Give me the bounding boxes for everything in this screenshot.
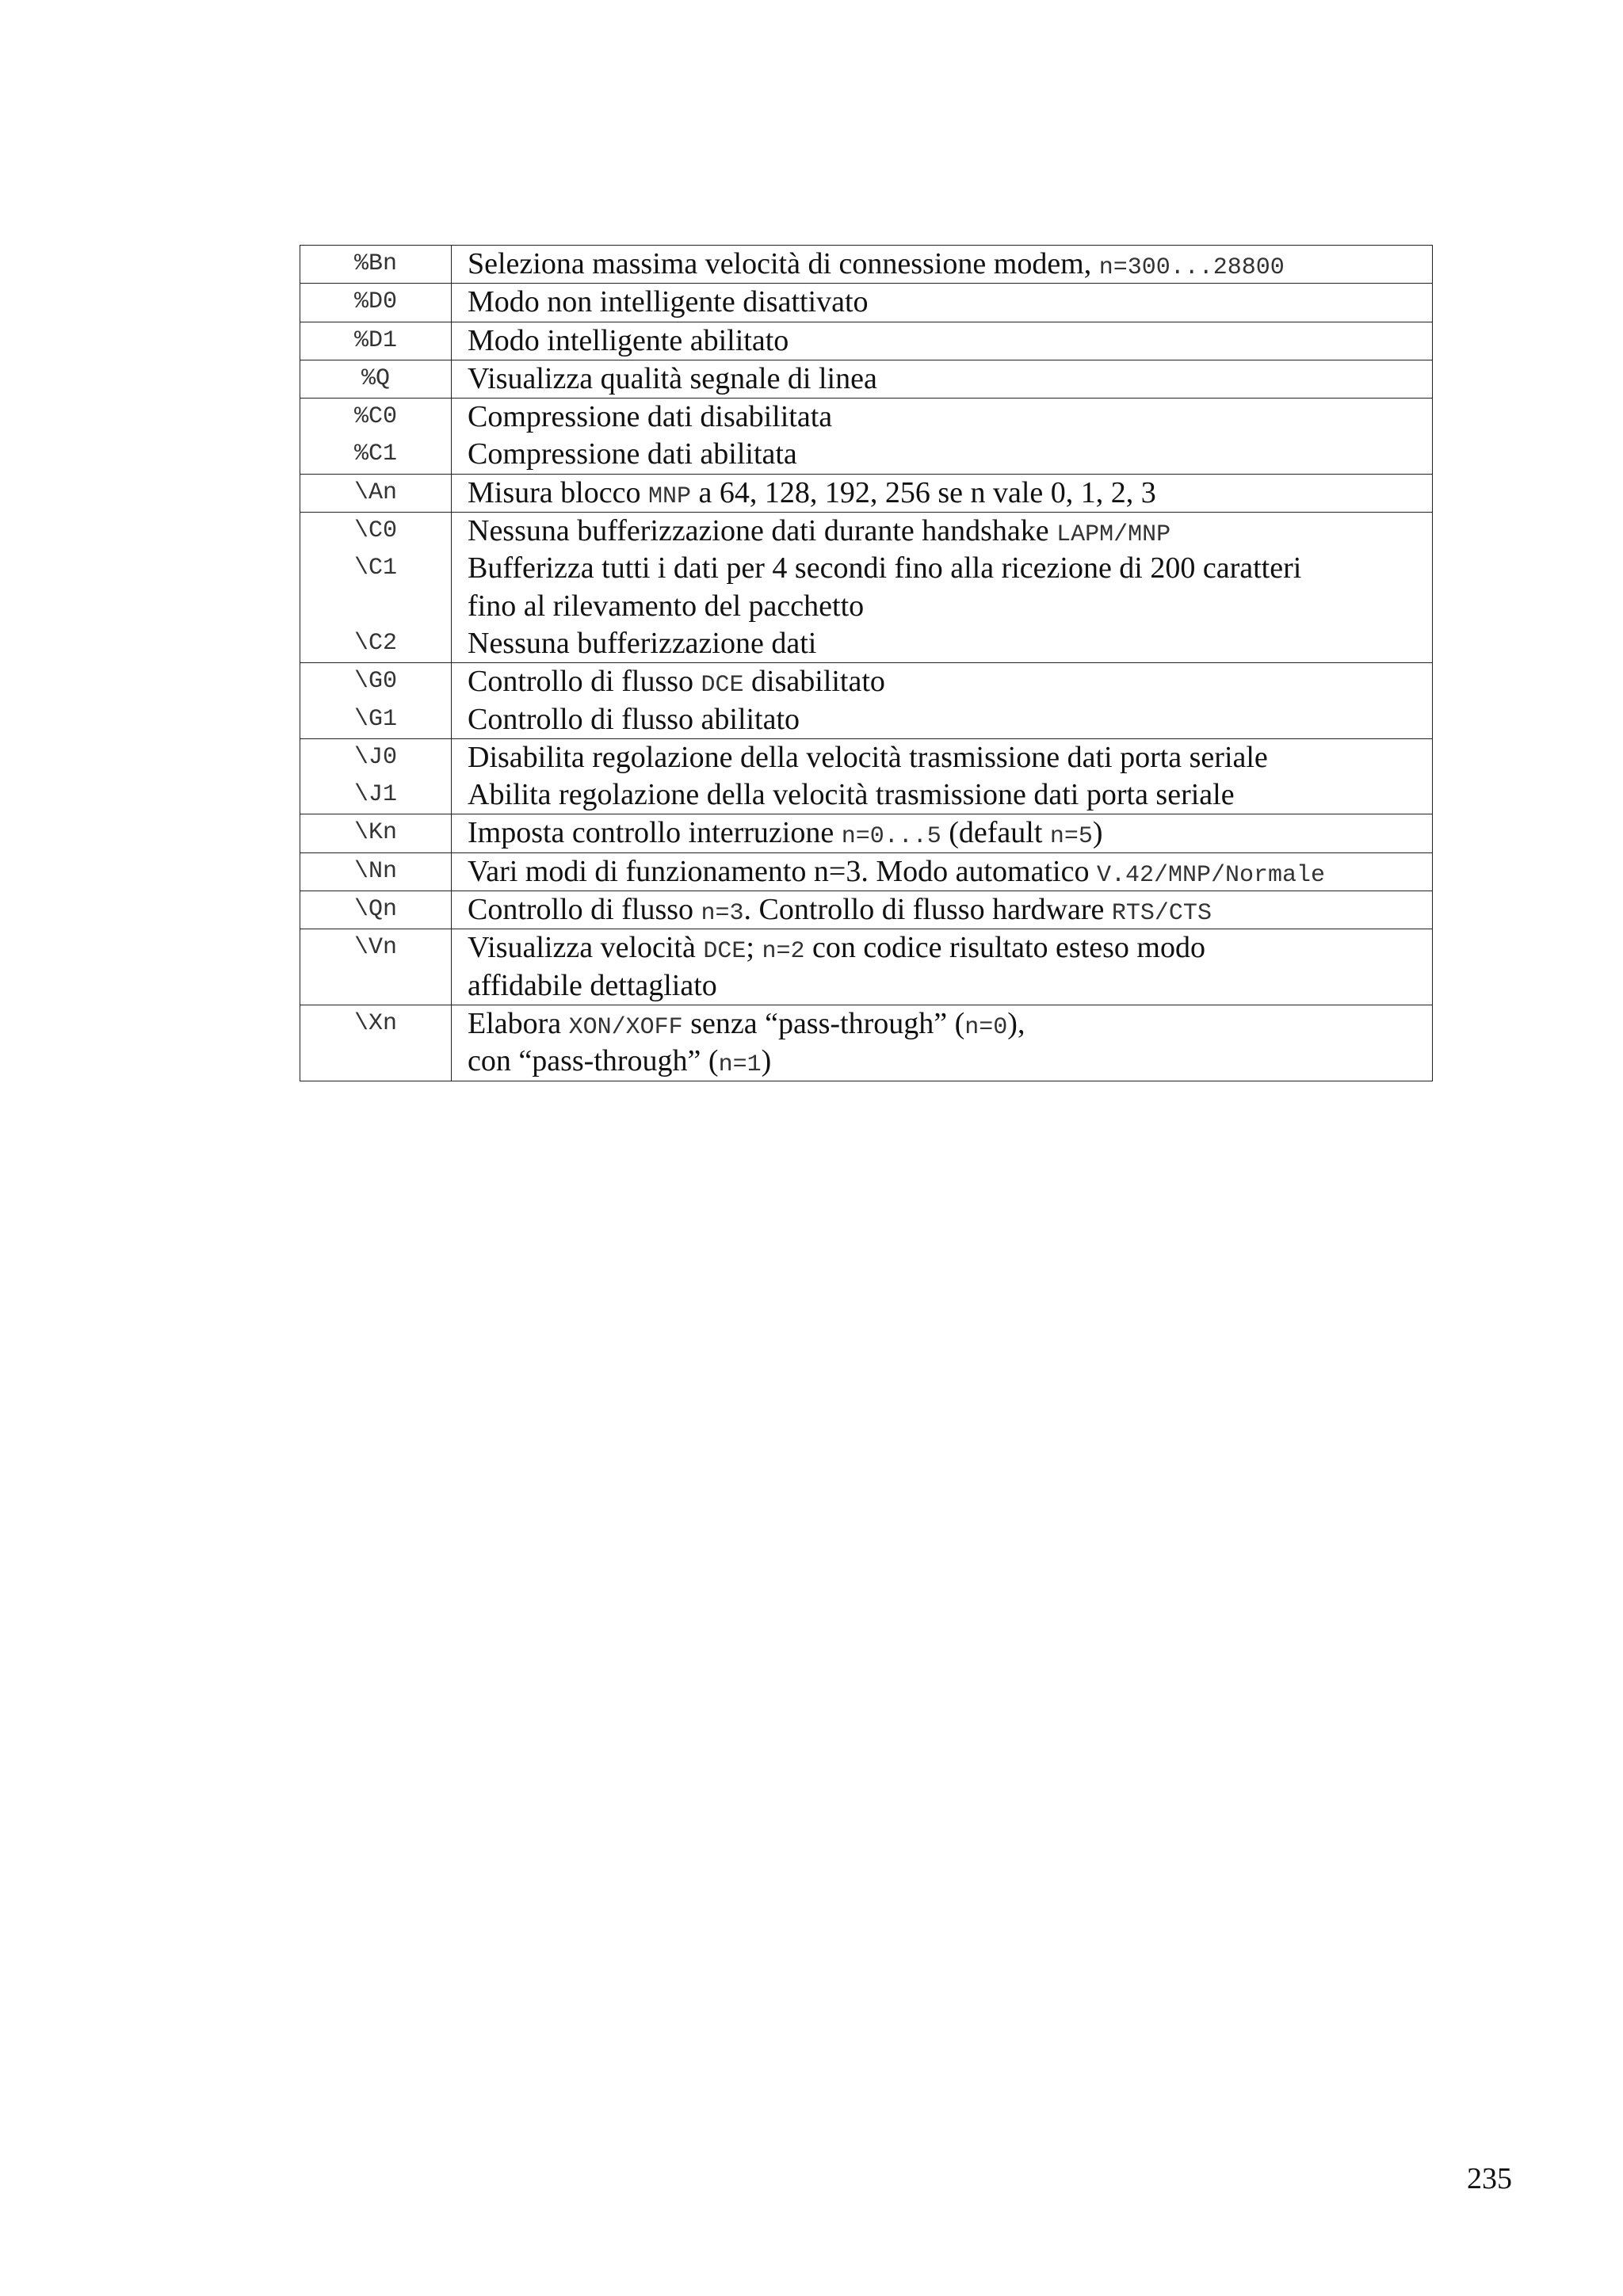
table-row xyxy=(300,663,1433,739)
description-cell xyxy=(452,852,1433,891)
table-row xyxy=(300,738,1433,814)
page-number: 235 xyxy=(1467,2162,1512,2195)
command-cell xyxy=(300,284,452,322)
description-text: Disabilita regolazione della velocità trasmissione dati porta seriale xyxy=(468,740,1268,774)
description-text: con codice risultato esteso modo xyxy=(804,931,1205,965)
description-line xyxy=(468,1043,1424,1080)
description-text: Vari modi di funzionamento n=3. Modo automatico xyxy=(468,854,1097,888)
command-code: \J1 xyxy=(353,781,397,809)
command-cell xyxy=(300,663,452,739)
description-cell xyxy=(452,474,1433,512)
description-line xyxy=(468,284,1424,321)
description-text: Controllo di flusso xyxy=(468,665,701,699)
table-row xyxy=(300,1005,1433,1081)
description-text: Nessuna bufferizzazione dati durante handshake xyxy=(468,514,1057,548)
description-line xyxy=(468,550,1424,587)
inline-code: MNP xyxy=(647,482,691,510)
description-text: Imposta controllo interruzione xyxy=(468,816,842,850)
table-row xyxy=(300,929,1433,1005)
command-code: %Bn xyxy=(353,250,397,277)
command-code: %D0 xyxy=(353,288,397,316)
inline-code: n=2 xyxy=(762,938,805,966)
description-text: Nessuna bufferizzazione dati xyxy=(468,626,817,660)
description-text: senza “pass-through” ( xyxy=(682,1006,965,1040)
description-text: ; xyxy=(746,931,762,965)
command-code: \An xyxy=(353,479,397,506)
description-cell xyxy=(452,246,1433,284)
description-text: Compressione dati disabilitata xyxy=(468,400,833,434)
table-row xyxy=(300,322,1433,360)
command-code: \Kn xyxy=(353,819,397,847)
description-cell xyxy=(452,284,1433,322)
description-text: (default xyxy=(941,816,1050,850)
description-text: Compressione dati abilitata xyxy=(468,437,797,471)
description-text: fino al rilevamento del pacchetto xyxy=(468,589,865,623)
description-line xyxy=(468,739,1424,776)
command-cell xyxy=(300,738,452,814)
command-cell xyxy=(300,474,452,512)
description-text: ) xyxy=(761,1044,772,1078)
description-line xyxy=(468,588,1424,625)
description-line xyxy=(468,929,1424,967)
description-text: Visualizza qualità segnale di linea xyxy=(468,361,877,395)
description-line xyxy=(468,663,1424,700)
command-cell xyxy=(300,929,452,1005)
command-code: \Qn xyxy=(353,896,397,924)
description-line xyxy=(468,814,1424,852)
description-text: Misura blocco xyxy=(468,475,648,509)
table-row xyxy=(300,474,1433,512)
inline-code: n=0 xyxy=(964,1013,1008,1041)
command-code xyxy=(300,1043,451,1080)
table-body xyxy=(300,246,1433,1081)
command-cell xyxy=(300,399,452,475)
description-text: Modo non intelligente disattivato xyxy=(468,285,869,319)
description-line xyxy=(468,436,1424,473)
description-line xyxy=(468,1005,1424,1043)
description-line xyxy=(468,625,1424,662)
table-row xyxy=(300,399,1433,475)
command-code: \G1 xyxy=(353,705,397,733)
description-cell xyxy=(452,929,1433,1005)
inline-code: n=5 xyxy=(1049,823,1093,851)
table-row xyxy=(300,513,1433,663)
command-code: %Q xyxy=(361,364,390,392)
command-code: \Nn xyxy=(353,857,397,885)
command-code: \C0 xyxy=(353,517,397,545)
inline-code: RTS/CTS xyxy=(1111,900,1212,928)
description-line xyxy=(468,853,1424,891)
inline-code: n=0...5 xyxy=(841,823,941,851)
description-text: Controllo di flusso xyxy=(468,893,701,927)
command-cell xyxy=(300,814,452,852)
description-text: ), xyxy=(1007,1006,1025,1040)
at-commands-table xyxy=(300,245,1433,1081)
command-code: \G0 xyxy=(353,668,397,696)
description-line xyxy=(468,246,1424,283)
command-cell xyxy=(300,891,452,929)
inline-code: DCE xyxy=(703,938,747,966)
command-code: \Vn xyxy=(353,934,397,962)
command-cell xyxy=(300,852,452,891)
command-code: \C1 xyxy=(353,555,397,582)
description-text: . Controllo di flusso hardware xyxy=(743,893,1112,927)
description-line xyxy=(468,776,1424,814)
command-cell xyxy=(300,322,452,360)
table-row xyxy=(300,360,1433,398)
command-cell xyxy=(300,1005,452,1081)
description-text: Controllo di flusso abilitato xyxy=(468,702,800,736)
inline-code: n=3 xyxy=(701,900,744,928)
description-line xyxy=(468,322,1424,360)
description-cell xyxy=(452,399,1433,475)
command-code: \Xn xyxy=(353,1009,397,1037)
command-cell xyxy=(300,513,452,663)
description-cell xyxy=(452,738,1433,814)
command-code: %D1 xyxy=(353,326,397,354)
description-text: affidabile dettagliato xyxy=(468,968,717,1002)
description-cell xyxy=(452,1005,1433,1081)
command-code: \J0 xyxy=(353,743,397,771)
description-text: a 64, 128, 192, 256 se n vale 0, 1, 2, 3 xyxy=(690,475,1156,509)
inline-code: LAPM/MNP xyxy=(1056,521,1171,549)
table-row xyxy=(300,891,1433,929)
command-cell xyxy=(300,246,452,284)
inline-code: DCE xyxy=(701,672,744,700)
inline-code: n=1 xyxy=(718,1051,762,1079)
description-text: disabilitato xyxy=(743,665,885,699)
table-row xyxy=(300,852,1433,891)
command-code: %C1 xyxy=(353,441,397,468)
description-line xyxy=(468,967,1424,1005)
description-text: Visualizza velocità xyxy=(468,931,704,965)
table-row xyxy=(300,246,1433,284)
description-cell xyxy=(452,663,1433,739)
description-text: Seleziona massima velocità di connessione modem, xyxy=(468,247,1099,280)
description-text: Abilita regolazione della velocità trasmissione dati porta seriale xyxy=(468,778,1235,812)
description-line xyxy=(468,513,1424,550)
description-line xyxy=(468,891,1424,929)
description-text: Bufferizza tutti i dati per 4 secondi fino alla ricezione di 200 caratteri xyxy=(468,551,1302,585)
description-line xyxy=(468,360,1424,398)
command-code xyxy=(300,588,451,625)
command-cell xyxy=(300,360,452,398)
description-cell xyxy=(452,891,1433,929)
description-cell xyxy=(452,360,1433,398)
description-line xyxy=(468,475,1424,512)
command-code: \C2 xyxy=(353,629,397,657)
description-line xyxy=(468,701,1424,738)
description-text: con “pass-through” ( xyxy=(468,1044,719,1078)
description-text: Modo intelligente abilitato xyxy=(468,323,789,357)
inline-code: V.42/MNP/Normale xyxy=(1096,861,1326,889)
command-code: %C0 xyxy=(353,403,397,431)
inline-code: XON/XOFF xyxy=(568,1013,683,1041)
table-row xyxy=(300,814,1433,852)
description-cell xyxy=(452,814,1433,852)
description-text: Elabora xyxy=(468,1006,569,1040)
description-line xyxy=(468,399,1424,436)
command-code xyxy=(300,967,451,1005)
table-row xyxy=(300,284,1433,322)
inline-code: n=300...28800 xyxy=(1098,254,1285,281)
description-cell xyxy=(452,322,1433,360)
description-text: ) xyxy=(1092,816,1103,850)
description-cell xyxy=(452,513,1433,663)
